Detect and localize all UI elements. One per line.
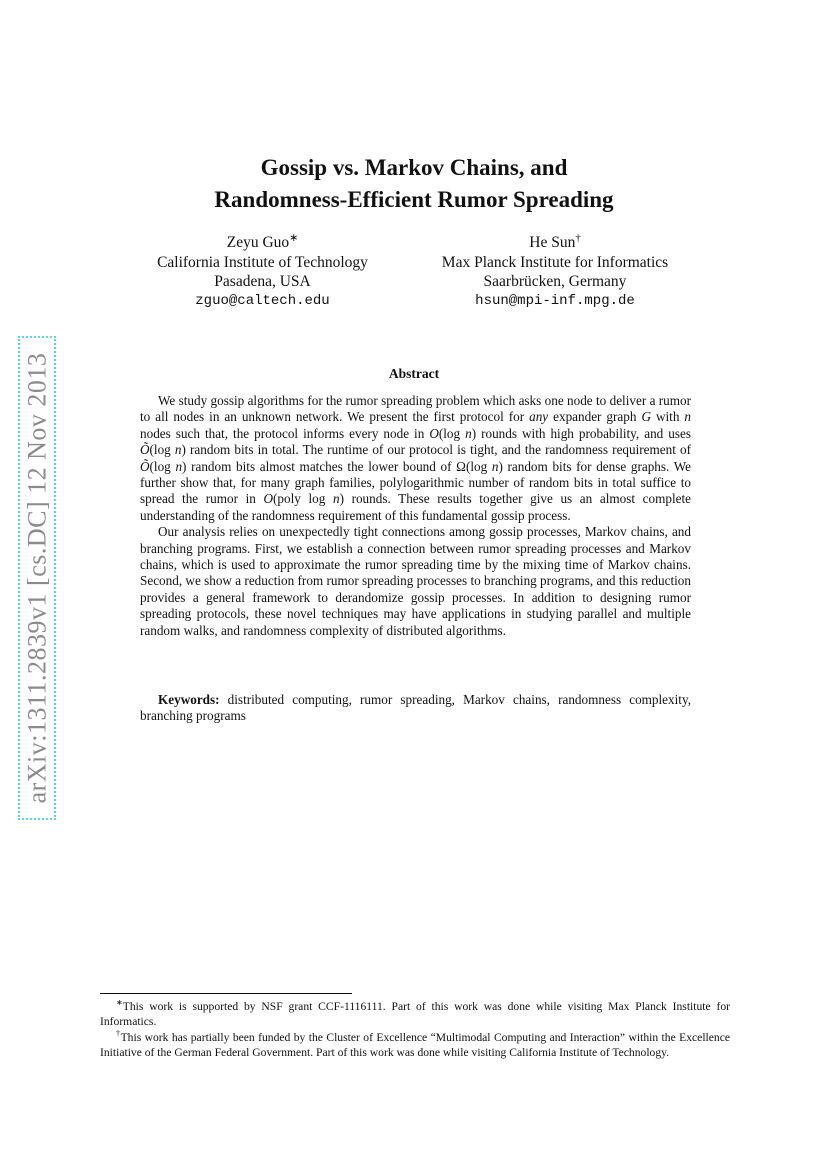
abstract-paragraph-2: Our analysis relies on unexpectedly tight connections among gossip processes, Markov chains, and branching programs. First, we establish a connection between rumor spreading processes and Markov chains, which is used to approximate the rumor spreading time by the mixing time of Markov chains. Second, we show a reduction from rumor spreading processes to branching programs, and this reduction provides a general framework to derandomize gossip processes. In addition to designing rumor spreading protocols, these novel techniques may have applications in studying parallel and multiple random walks, and randomness complexity of distributed algorithms. [140, 524, 691, 638]
footnote-1: ∗This work is supported by NSF grant CCF-1116111. Part of this work was done while visiting Max Planck Institute for Informatics. [100, 998, 730, 1028]
footnotes [100, 999, 730, 1061]
footnote-mark: ∗ [289, 231, 299, 244]
author-affiliation: California Institute of Technology [157, 253, 368, 271]
footnote-2: †This work has partially been funded by the Cluster of Excellence “Multimodal Computing and Interaction” within the Excellence Initiative of the German Federal Government. Part of this work was done while visiting California Institute of Technology. [100, 1029, 730, 1059]
title-line-2: Randomness-Efficient Rumor Spreading [214, 187, 614, 212]
keywords-text: distributed computing, rumor spreading, Markov chains, randomness complexity, branching programs [140, 692, 691, 724]
author-block-2 [410, 233, 700, 311]
arxiv-identifier: arXiv:1311.2839v1 [cs.DC] 12 Nov 2013 [22, 352, 52, 804]
footnote-mark: † [575, 231, 581, 244]
abstract-body [140, 393, 691, 639]
author-name: He Sun† [529, 231, 581, 251]
author-email: zguo@caltech.edu [195, 292, 330, 309]
paper-title [100, 152, 728, 216]
author-location: Pasadena, USA [214, 273, 311, 290]
keywords [140, 692, 691, 725]
keywords-label: Keywords: [158, 692, 220, 707]
author-block-1 [130, 233, 395, 311]
arxiv-sidebar [18, 336, 56, 820]
abstract-heading: Abstract [388, 366, 440, 381]
author-email: hsun@mpi-inf.mpg.de [475, 292, 635, 309]
title-line-1: Gossip vs. Markov Chains, and [260, 155, 568, 180]
abstract-paragraph-1: We study gossip algorithms for the rumor spreading problem which asks one node to deliver a rumor to all nodes in an unknown network. We present the first protocol for any expander graph G with n nodes such that, the protocol informs every node in O(log n) rounds with high probability, and uses Õ(log n) random bits in total. The runtime of our protocol is tight, and the randomness requirement of Õ(log n) random bits almost matches the lower bound of Ω(log n) random bits for dense graphs. We further show that, for many graph families, polylogarithmic number of random bits in total suffice to spread the rumor in O(poly log n) rounds. These results together give us an almost complete understanding of the randomness requirement of this fundamental gossip process. [140, 393, 691, 523]
author-location: Saarbrücken, Germany [483, 273, 627, 290]
author-name: Zeyu Guo∗ [226, 231, 299, 251]
footnote-rule [100, 993, 352, 994]
author-affiliation: Max Planck Institute for Informatics [441, 253, 669, 271]
